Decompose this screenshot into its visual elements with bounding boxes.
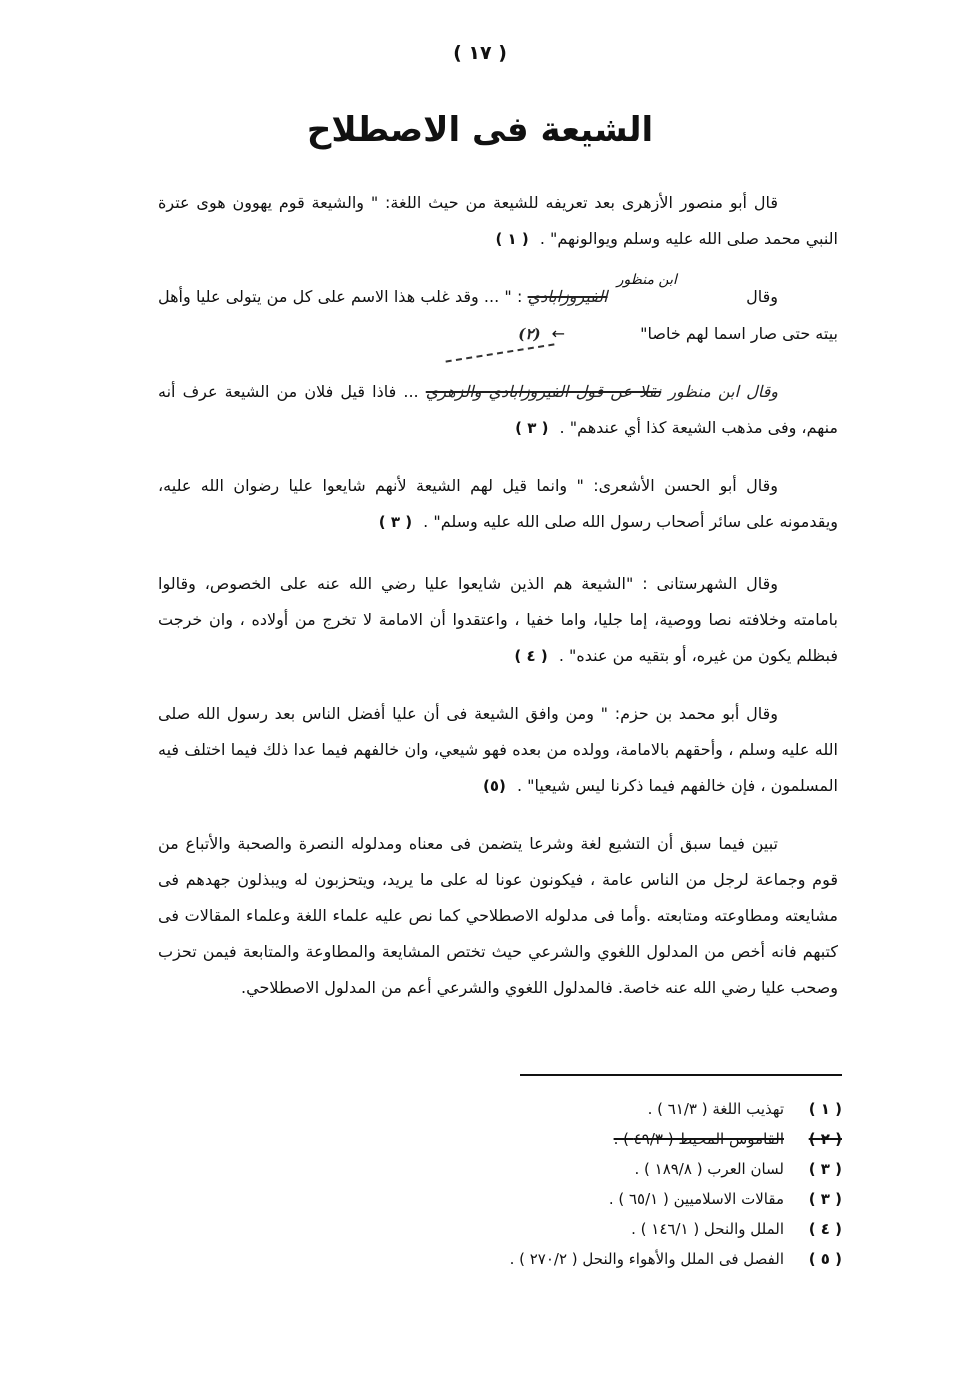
footnote-item-struck xyxy=(422,1124,842,1154)
paragraph-text: تبين فيما سبق أن التشيع لغة وشرعا يتضمن فى معناه ومدلوله النصرة والصحبة والأتباع من قوم وجماعة لرجل من الناس عامة ، فيكونون عونا له على ما يريد، ويتحزبون له ويبذلون جهدهم فى مشايعته ومطاوعته ومتابعته .وأما فى مدلوله الاصطلاحي كما نص عليه علماء اللغة وعلماء المقالات فى كتبهم فانه أخص من المدلول اللغوي والشرعي حيث تختص المشايعة والمطاوعة والمتابعة فيمن تحزب وصحب عليا رضي الله عنه خاصة. فالمدلول اللغوي والشرعي أعم من المدلول الاصطلاحي. xyxy=(158,834,838,997)
paragraph-ibn-manzur-2 xyxy=(158,374,838,446)
footnote-number: ( ١ ) xyxy=(808,1100,842,1118)
paragraph-text: وقال الشهرستانى : "الشيعة هم الذين شايعوا عليا رضي الله عنه على الخصوص، وقالوا بامامته وخلافته نصا ووصية، إما جليا، واما خفيا ، واعتقدوا أن الامامة لا تخرج من أولاده ، وان خرجت فبظلم يكون من غيره، أو بتقيه من عنده" . xyxy=(158,574,838,665)
paragraph-text: ... فاذا قيل فلان من الشيعة عرف أنه منهم، وفى مذهب الشيعة كذا أي عندهم" . xyxy=(158,382,838,437)
footnote-number: ( ٤ ) xyxy=(808,1220,842,1238)
footnotes xyxy=(422,1094,842,1274)
arrow-icon: ← xyxy=(551,324,566,343)
paragraph-text: وقال أبو الحسن الأشعرى: " وانما قيل لهم الشيعة لأنهم شايعوا عليا رضوان الله عليه، ويقدمونه على سائر أصحاب رسول الله صلى الله عليه وسلم" . xyxy=(158,476,838,531)
footnote-number: ( ٢ ) xyxy=(808,1130,842,1148)
paragraph-prefix: وقال ابن منظور xyxy=(668,382,779,401)
struck-text: الفيروزابادي xyxy=(527,287,608,306)
footnote-number: ( ٣ ) xyxy=(808,1190,842,1208)
footnote-number: ( ٣ ) xyxy=(808,1160,842,1178)
citation-ref: ( ١ ) xyxy=(495,230,529,248)
body-text xyxy=(158,185,838,1028)
citation-ref: ( ٤ ) xyxy=(514,647,548,665)
footnote-item xyxy=(422,1154,842,1184)
paragraph-text: : " ... وقد غلب هذا الاسم على كل من يتولى عليا وأهل بيته حتى صار اسما لهم خاصا" xyxy=(158,287,838,343)
struck-text: نقلا عن قول الفيروزابادي والزهري xyxy=(425,382,662,401)
paragraph-ibn-manzur xyxy=(158,272,838,352)
citation-ref: ( ٣ ) xyxy=(515,419,549,437)
paragraph-ashari xyxy=(158,468,838,540)
paragraph-text: وقال أبو محمد بن حزم: " ومن وافق الشيعة فى أن عليا أفضل الناس بعد رسول الله صلى الله عليه وسلم ، وأحقهم بالامامة، وولده من بعده فهو شيعي، وان خالفهم فيما عدا ذلك فيما اختلف فيه المسلمون ، فإن خالفهم فيما ذكرنا ليس شيعيا" . xyxy=(158,704,838,795)
citation-ref: (٥) xyxy=(483,777,506,795)
footnote-item xyxy=(422,1244,842,1274)
paragraph-text: قال أبو منصور الأزهرى بعد تعريفه للشيعة من حيث اللغة: " والشيعة قوم يهوون هوى عترة النبي محمد صلى الله عليه وسلم ويوالونهم" . xyxy=(158,193,838,248)
citation-ref: (٢) xyxy=(518,325,541,343)
footnote-number: ( ٥ ) xyxy=(808,1250,842,1268)
footnote-item xyxy=(422,1214,842,1244)
footnote-text: الفصل فى الملل والأهواء والنحل ( ٢٧٠/٢ ) . xyxy=(509,1250,784,1268)
footnote-text: مقالات الاسلاميين ( ٦٥/١ ) . xyxy=(608,1190,784,1208)
paragraph-prefix: وقال xyxy=(746,287,778,306)
footnote-text: الملل والنحل ( ١٤٦/١ ) . xyxy=(631,1220,784,1238)
page-number: ( ١٧ ) xyxy=(453,42,507,64)
paragraph-shahrastani xyxy=(158,566,838,674)
paragraph-ibn-hazm xyxy=(158,696,838,804)
citation-ref: ( ٣ ) xyxy=(378,513,413,531)
footnote-item xyxy=(422,1094,842,1124)
paragraph-conclusion xyxy=(158,826,838,1006)
page-title: الشيعة فى الاصطلاح xyxy=(306,110,654,150)
paragraph-azhari xyxy=(158,185,838,257)
footnote-text: لسان العرب ( ١٨٩/٨ ) . xyxy=(634,1160,784,1178)
footnote-item xyxy=(422,1184,842,1214)
handwritten-correction: ابن منظور xyxy=(616,272,677,288)
footnote-text: تهذيب اللغة ( ٦١/٣ ) . xyxy=(647,1100,784,1118)
footnote-separator xyxy=(520,1074,842,1076)
footnote-text: القاموس المحيط ( ٤٩/٣ ) . xyxy=(613,1130,784,1148)
